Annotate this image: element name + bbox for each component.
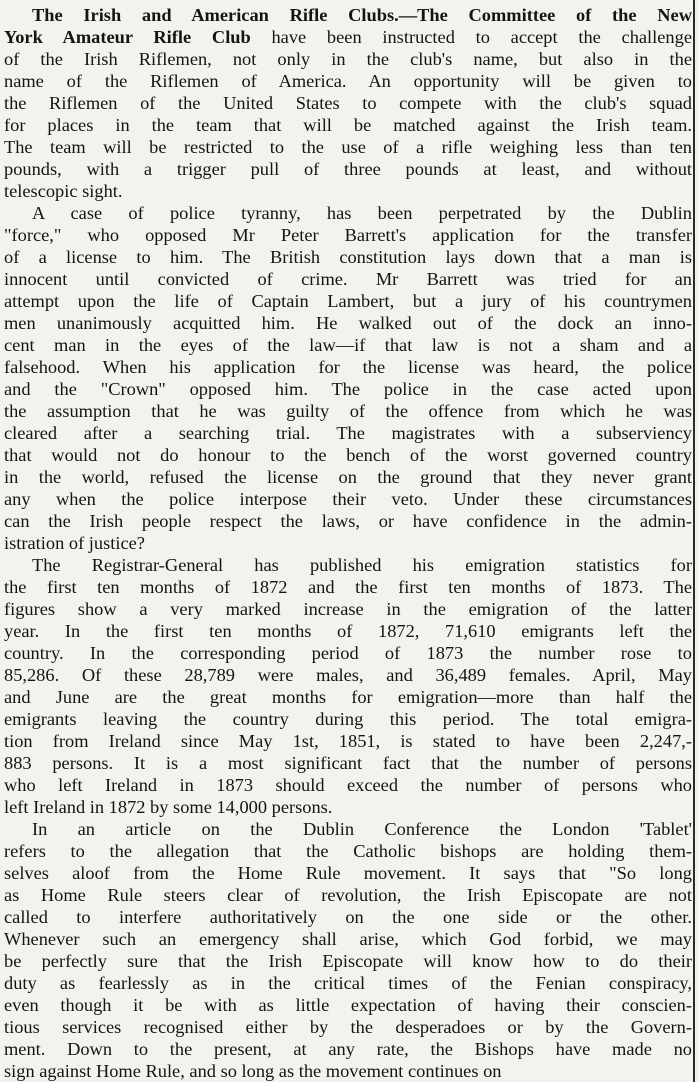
text-line: sign against Home Rule, and so long as the movement continues on — [4, 1061, 502, 1081]
text-line: The Registrar-General has published his emigration statistics for — [32, 555, 692, 575]
text-line: can the Irish people respect the laws, or have confidence in the admin- — [4, 511, 692, 531]
text-line: of the Irish Riflemen, not only in the club's name, but also in the — [4, 49, 692, 69]
text-line: tion from Ireland since May 1st, 1851, is stated to have been 2,247,- — [4, 731, 692, 751]
article-paragraph — [4, 554, 692, 818]
text-line: that would not do honour to the bench of the worst governed country — [4, 445, 692, 465]
text-line: for places in the team that will be matched against the Irish team. — [4, 115, 692, 135]
text-line: any when the police interpose their veto. Under these circumstances — [4, 489, 692, 509]
article-paragraph — [4, 818, 692, 1082]
text-line: in the world, refused the license on the ground that they never grant — [4, 467, 692, 487]
text-line: who left Ireland in 1873 should exceed the number of persons who — [4, 775, 692, 795]
text-line: pounds, with a trigger pull of three pounds at least, and without — [4, 159, 692, 179]
text-line: year. In the first ten months of 1872, 71,610 emigrants left the — [4, 621, 692, 641]
text-line: A case of police tyranny, has been perpetrated by the Dublin — [32, 203, 692, 223]
text-line: falsehood. When his application for the license was heard, the police — [4, 357, 692, 377]
text-line: telescopic sight. — [4, 181, 123, 201]
text-line: Whenever such an emergency shall arise, which God forbid, we may — [4, 929, 692, 949]
text-line: innocent until convicted of crime. Mr Barrett was tried for an — [4, 269, 692, 289]
text-line: tious services recognised either by the desperadoes or by the Govern- — [4, 1017, 692, 1037]
text-line: duty as fearlessly as in the critical times of the Fenian conspiracy, — [4, 973, 692, 993]
text-line: men unanimously acquitted him. He walked out of the dock an inno- — [4, 313, 692, 333]
text-line: the assumption that he was guilty of the offence from which he was — [4, 401, 692, 421]
column-rule — [693, 0, 695, 1082]
text-line: and June are the great months for emigration—more than half the — [4, 687, 692, 707]
text-line: In an article on the Dublin Conference the London 'Tablet' — [32, 819, 692, 839]
text-line: figures show a very marked increase in the emigration of the latter — [4, 599, 692, 619]
text-line: York Amateur Rifle Club have been instructed to accept the challenge — [4, 27, 692, 47]
text-line: emigrants leaving the country during this period. The total emigra- — [4, 709, 692, 729]
text-line: the first ten months of 1872 and the first ten months of 1873. The — [4, 577, 692, 597]
text-line: "force," who opposed Mr Peter Barrett's application for the transfer — [4, 225, 692, 245]
text-line: called to interfere authoritatively on the one side or the other. — [4, 907, 692, 927]
text-line: even though it be with as little expectation of having their conscien- — [4, 995, 692, 1015]
article-paragraph — [4, 4, 692, 202]
text-line: The team will be restricted to the use of a rifle weighing less than ten — [4, 137, 692, 157]
text-line: selves aloof from the Home Rule movement. It says that "So long — [4, 863, 692, 883]
text-line: left Ireland in 1872 by some 14,000 persons. — [4, 797, 333, 817]
text-line: cent man in the eyes of the law—if that law is not a sham and a — [4, 335, 692, 355]
text-line: country. In the corresponding period of 1873 the number rose to — [4, 643, 692, 663]
text-line: and the "Crown" opposed him. The police in the case acted upon — [4, 379, 692, 399]
text-line: istration of justice? — [4, 533, 145, 553]
text-line: the Riflemen of the United States to compete with the club's squad — [4, 93, 692, 113]
text-line: be perfectly sure that the Irish Episcopate will know how to do their — [4, 951, 692, 971]
text-line: as Home Rule steers clear of revolution, the Irish Episcopate are not — [4, 885, 692, 905]
article-paragraph — [4, 202, 692, 554]
text-line: 883 persons. It is a most significant fact that the number of persons — [4, 753, 692, 773]
text-line: name of the Riflemen of America. An opportunity will be given to — [4, 71, 692, 91]
text-line: refers to the allegation that the Catholic bishops are holding them- — [4, 841, 692, 861]
text-line: 85,286. Of these 28,789 were males, and 36,489 females. April, May — [4, 665, 692, 685]
text-line: of a license to him. The British constitution lays down that a man is — [4, 247, 692, 267]
text-line: ment. Down to the present, at any rate, the Bishops have made no — [4, 1039, 692, 1059]
text-line: cleared after a searching trial. The magistrates with a subserviency — [4, 423, 692, 443]
article-column — [4, 4, 692, 1082]
text-line: The Irish and American Rifle Clubs.—The Committee of the New — [32, 5, 692, 25]
text-line: attempt upon the life of Captain Lambert, but a jury of his countrymen — [4, 291, 692, 311]
